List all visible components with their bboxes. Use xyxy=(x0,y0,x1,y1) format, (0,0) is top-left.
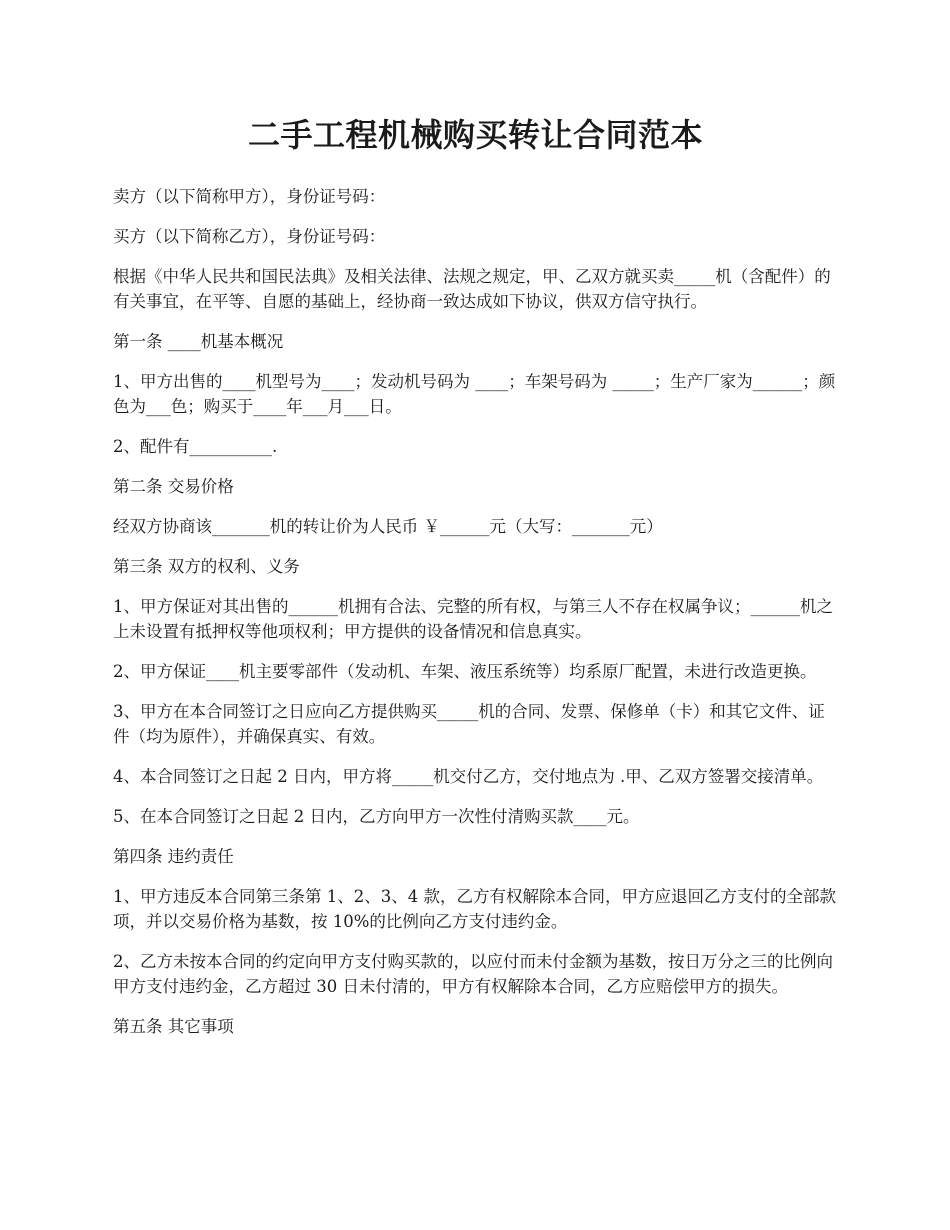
article-3-clause-4: 4、本合同签订之日起 2 日内，甲方将_____机交付乙方，交付地点为 .甲、乙双方签署交接清单。 xyxy=(113,767,824,786)
article-1-clause-1: 1、甲方出售的____机型号为____；发动机号码为 ____；车架号码为 _____；生产厂家为______；颜色为___色；购买于____年___月___日。 xyxy=(113,372,836,416)
article-4-heading: 第四条 违约责任 xyxy=(113,847,234,866)
article-2-heading: 第二条 交易价格 xyxy=(113,477,234,496)
seller-line: 卖方（以下简称甲方），身份证号码： xyxy=(113,187,386,206)
article-4-clause-1: 1、甲方违反本合同第三条第 1、2、3、4 款，乙方有权解除本合同，甲方应退回乙方支付的全部款项，并以交易价格为基数，按 10%的比例向乙方支付违约金。 xyxy=(113,887,836,931)
article-1-clause-2: 2、配件有__________. xyxy=(113,437,278,456)
article-2-price: 经双方协商该_______机的转让价为人民币 ￥______元（大写：_______元） xyxy=(113,517,663,536)
article-3-clause-3: 3、甲方在本合同签订之日应向乙方提供购买_____机的合同、发票、保修单（卡）和其它文件、证件（均为原件），并确保真实、有效。 xyxy=(113,702,825,746)
article-3-clause-5: 5、在本合同签订之日起 2 日内，乙方向甲方一次性付清购买款____元。 xyxy=(113,807,640,826)
article-3-heading: 第三条 双方的权利、义务 xyxy=(113,557,300,576)
article-1-heading: 第一条 ____机基本概况 xyxy=(113,332,284,351)
preamble: 根据《中华人民共和国民法典》及相关法律、法规之规定，甲、乙双方就买卖_____机（含配件）的有关事宜，在平等、自愿的基础上，经协商一致达成如下协议，供双方信守执行。 xyxy=(113,267,831,311)
article-4-clause-2: 2、乙方未按本合同的约定向甲方支付购买款的，以应付而未付金额为基数，按日万分之三的比例向甲方支付违约金，乙方超过 30 日未付清的，甲方有权解除本合同，乙方应赔偿甲方的损失。 xyxy=(113,952,833,996)
article-3-clause-2: 2、甲方保证____机主要零部件（发动机、车架、液压系统等）均系原厂配置，未进行改造更换。 xyxy=(113,662,817,681)
article-3-clause-1: 1、甲方保证对其出售的______机拥有合法、完整的所有权，与第三人不存在权属争议；______机之上未设置有抵押权等他项权利；甲方提供的设备情况和信息真实。 xyxy=(113,597,833,641)
document-title: 二手工程机械购买转让合同范本 xyxy=(247,116,703,154)
article-5-heading: 第五条 其它事项 xyxy=(113,1017,234,1036)
buyer-line: 买方（以下简称乙方），身份证号码： xyxy=(113,227,386,246)
